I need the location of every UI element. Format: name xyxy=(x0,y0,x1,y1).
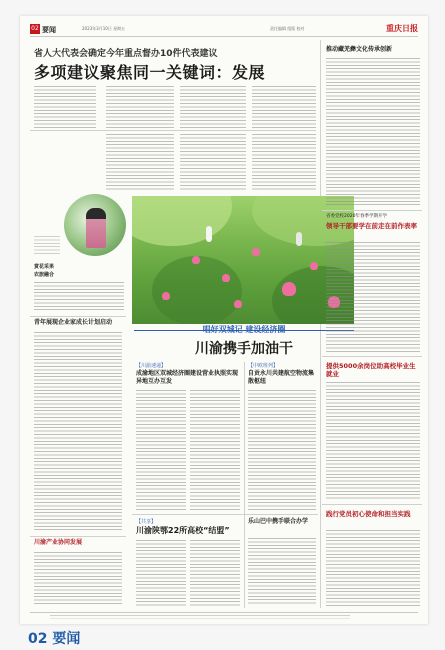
lotus-field-photo xyxy=(132,196,354,324)
left-story1-text xyxy=(34,332,122,532)
photo-caption-text xyxy=(34,282,124,312)
lead-kicker: 省人大代表会确定今年重点督办10件代表建议 xyxy=(34,49,218,59)
sub-a-text-col2 xyxy=(190,390,240,510)
banner-tagline: 唱好双城记 建设经济圈 xyxy=(202,325,286,334)
right-story2-kicker: 省委党校2020年春季学期开学 xyxy=(326,214,387,219)
right-story1-title: 推动藏羌彝文化传承创新 xyxy=(326,46,393,53)
row-divider xyxy=(30,130,316,131)
right-story2-title: 领导干部要学在前走在前作表率 xyxy=(326,222,417,230)
sub-b-label: 【中欧班列】 xyxy=(248,363,279,369)
left-story2-title: 川渝产业协同发展 xyxy=(34,539,83,546)
left-story1-title: 青年展现企业家成长计划启动 xyxy=(34,319,113,326)
portrait-photo xyxy=(64,194,126,256)
sub-b-title: 自贡永川共建航空物流集散枢纽 xyxy=(248,370,315,385)
right-story4-title: 践行党员初心使命和担当实践 xyxy=(326,510,411,518)
editor-credits: 责任编辑 组版 校对 xyxy=(270,26,305,31)
sub-d-text xyxy=(248,538,316,606)
right-story3-title: 提供5000余岗位助高校毕业生就业 xyxy=(326,362,416,378)
lead-body-col6 xyxy=(252,134,316,190)
masthead-logo: 重庆日报 xyxy=(386,23,418,33)
sub-a-label: 【川渝速递】 xyxy=(136,363,167,369)
sub-c-text-col2 xyxy=(190,540,240,606)
lead-body-col1 xyxy=(106,86,174,128)
left-story2-text xyxy=(34,552,122,606)
lead-body-col2 xyxy=(180,86,246,128)
issue-date: 2023年3月10日 星期五 xyxy=(82,26,126,31)
page-footer xyxy=(30,612,418,621)
sub-c-title: 川渝陕鄂22所高校“结盟” xyxy=(136,526,230,535)
right-divider-3 xyxy=(322,504,422,505)
right-story4-text xyxy=(326,530,420,606)
banner-inner-divider xyxy=(244,362,245,608)
section-name: 要闻 xyxy=(42,26,56,34)
next-page-peek: 02 要闻 xyxy=(28,631,81,647)
portrait-side-text xyxy=(34,236,60,256)
sub-c-label: 【共享】 xyxy=(136,519,157,525)
sub-b-text xyxy=(248,390,316,510)
lead-deck-text xyxy=(34,86,96,128)
photo-caption-sub: 农旅融合 xyxy=(34,272,55,278)
lead-body-col4 xyxy=(106,134,174,190)
left-divider-2 xyxy=(30,536,126,537)
right-story1-text xyxy=(326,58,420,206)
sub-c-text-col1 xyxy=(136,540,186,606)
banner-headline: 川渝携手加油干 xyxy=(195,341,293,357)
page-header xyxy=(30,24,418,37)
right-divider-1 xyxy=(322,210,422,211)
sub-a-text-col1 xyxy=(136,390,186,510)
right-story2-text xyxy=(326,242,420,352)
lead-body-col5 xyxy=(180,134,246,190)
photo-caption-title: 赏花采果 xyxy=(34,264,55,270)
page-number-badge: 02 xyxy=(31,25,39,32)
sub-a-title: 成渝地区双城经济圈建设营业执照实现异地互办互发 xyxy=(136,370,239,385)
right-story3-text xyxy=(326,382,420,500)
sub-d-title: 乐山巴中携手联合办学 xyxy=(248,518,309,525)
banner-lower-divider xyxy=(132,514,318,515)
right-divider-2 xyxy=(322,356,422,357)
lead-headline: 多项建议聚焦同一关键词：发展 xyxy=(34,63,266,82)
lead-body-col3 xyxy=(252,86,316,128)
newspaper-page xyxy=(20,16,428,624)
left-divider xyxy=(30,316,126,317)
